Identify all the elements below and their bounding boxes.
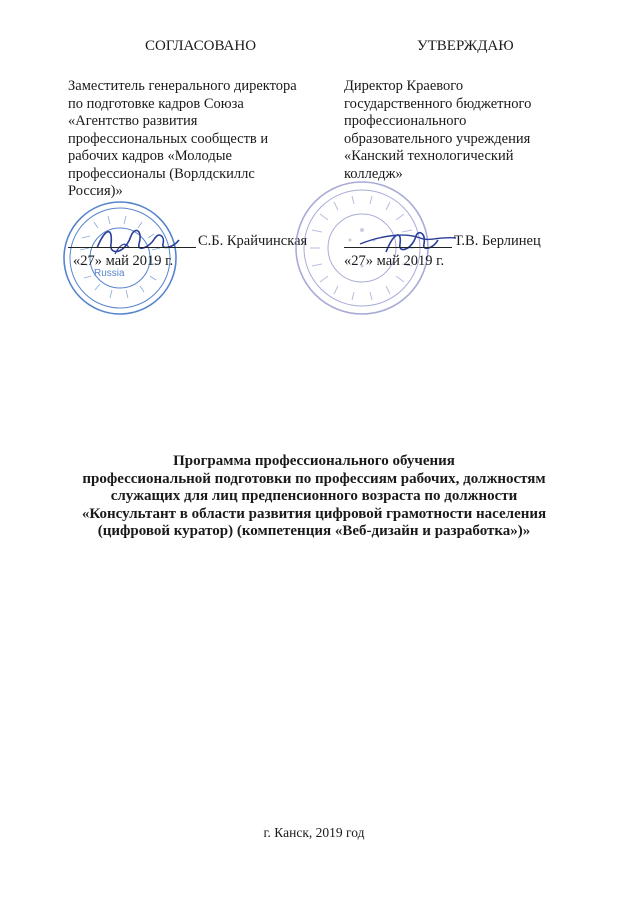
right-line: Директор Краевого: [344, 78, 464, 94]
left-signatory-name: С.Б. Крайчинская: [198, 233, 308, 249]
left-line: по подготовке кадров Союза: [68, 95, 244, 112]
left-line: Заместитель генерального директора: [68, 78, 297, 94]
left-line: рабочих кадров «Молодые: [68, 148, 232, 164]
left-signature-line: [68, 247, 196, 248]
place-and-year: г. Канск, 2019 год: [263, 825, 365, 840]
right-approval-date: «27» май 2019 г.: [344, 253, 445, 269]
document-title: [0, 453, 628, 541]
title-line: Программа профессионального обучения: [173, 453, 455, 469]
title-line: профессиональной подготовки по профессиям рабочих, должностям: [82, 470, 546, 487]
left-line: профессионалы (Ворлдскиллс: [68, 165, 255, 182]
left-position-block: [68, 78, 297, 201]
right-position-block: [344, 78, 531, 183]
right-signature-line: [344, 247, 452, 248]
right-line: образовательного учреждения: [344, 130, 531, 147]
right-approval-heading: УТВЕРЖДАЮ: [417, 38, 514, 54]
title-line: служащих для лиц предпенсионного возраста по должности: [110, 488, 518, 504]
title-line: (цифровой куратор) (компетенция «Веб-дизайн и разработка»)»: [97, 523, 531, 539]
left-line: профессиональных сообществ и: [68, 130, 269, 147]
left-line: «Агентство развития: [68, 113, 198, 129]
right-line: «Канский технологический: [344, 148, 514, 164]
right-line: профессионального: [344, 113, 467, 129]
left-stamp-text: Russia: [94, 268, 125, 279]
left-line: Россия)»: [68, 183, 123, 199]
right-line: колледж»: [344, 165, 403, 182]
right-line: государственного бюджетного: [344, 95, 532, 112]
title-line: «Консультант в области развития цифровой грамотности населения: [81, 505, 547, 522]
right-signatory-name: Т.В. Берлинец: [454, 233, 541, 249]
left-approval-date: «27» май 2019 г.: [73, 253, 174, 269]
left-approval-heading: СОГЛАСОВАНО: [145, 38, 257, 54]
